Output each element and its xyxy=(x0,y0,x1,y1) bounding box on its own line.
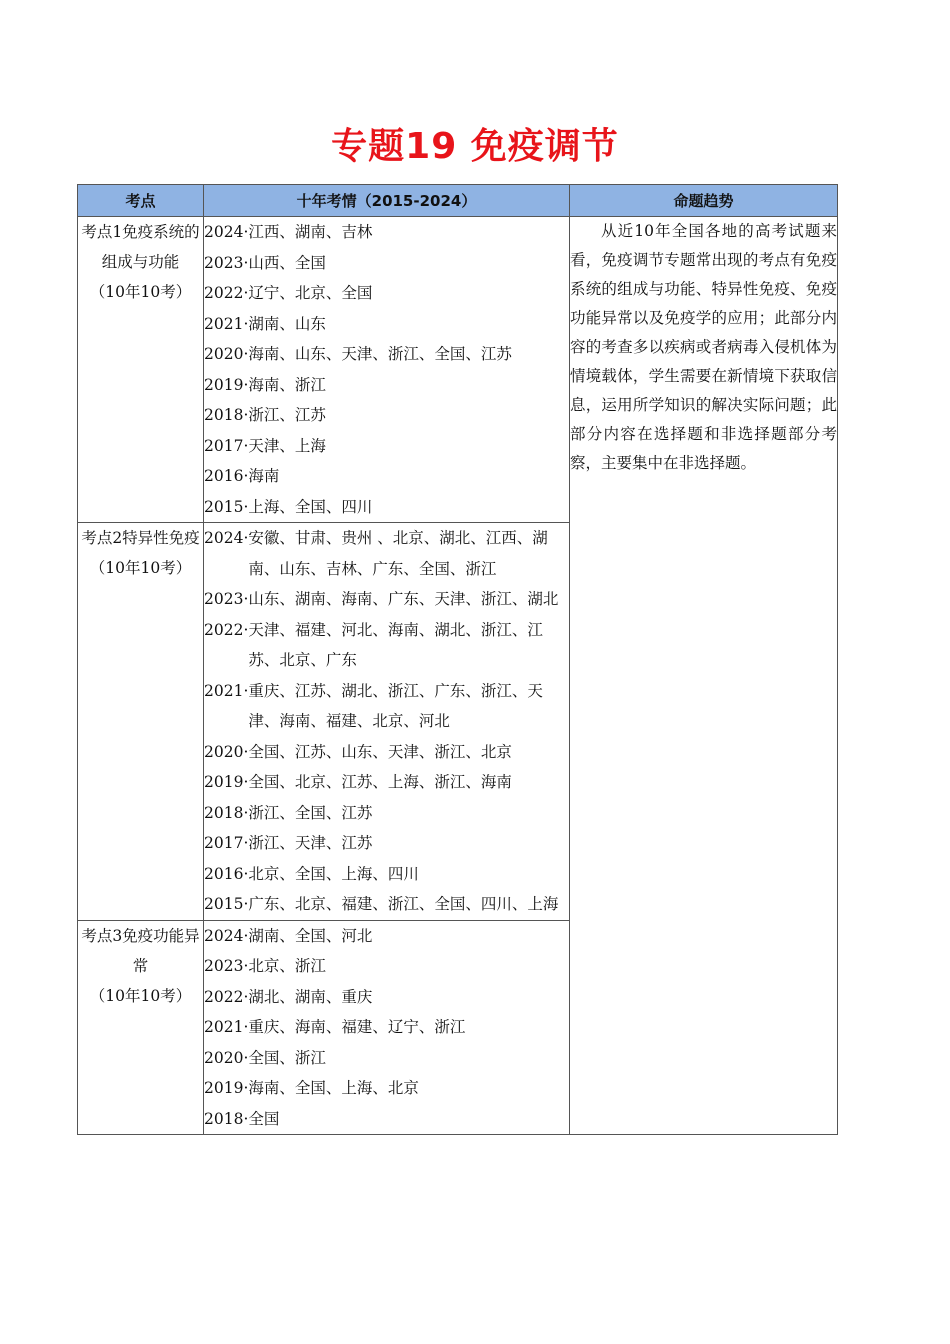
point-name: 考点3免疫功能异常 xyxy=(81,926,200,975)
year-line: 2019· 海南、浙江 xyxy=(204,375,326,394)
year-line: 2016· 海南 xyxy=(204,467,280,485)
year-line: 2023· 山西、全国 xyxy=(204,253,326,272)
years-cell xyxy=(204,217,570,523)
point-cell xyxy=(78,523,204,921)
year-line: 2018· 浙江、江苏 xyxy=(204,406,326,424)
years-cell xyxy=(204,523,570,921)
trend-cell xyxy=(570,217,838,1135)
year-line: 2021· 重庆、江苏、湖北、浙江、广东、浙江、天津、海南、福建、北京、河北 xyxy=(204,681,543,730)
year-line: 2017· 浙江、天津、江苏 xyxy=(204,834,373,852)
table-header-row xyxy=(78,185,838,217)
year-line: 2015· 上海、全国、四川 xyxy=(204,497,373,516)
year-line: 2020· 全国、浙江 xyxy=(204,1048,326,1067)
header-ten-years: 十年考情（2015-2024） xyxy=(204,185,570,217)
table-row xyxy=(78,217,838,523)
trend-text: 从近10年全国各地的高考试题来看，免疫调节专题常出现的考点有免疫系统的组成与功能、特异性免疫、免疫功能异常以及免疫学的应用；此部分内容的考查多以疾病或者病毒入侵机体为情境载体，学生需要在新情境下获取信息，运用所学知识的解决实际问题；此部分内容在选择题和非选择题部分考察，主要集中在非选择题。 xyxy=(570,222,837,472)
year-line: 2015· 广东、北京、福建、浙江、全国、四川、上海 xyxy=(204,895,559,913)
year-line: 2018· 浙江、全国、江苏 xyxy=(204,803,373,822)
point-name: 考点2特异性免疫 xyxy=(81,529,200,547)
year-line: 2021· 重庆、海南、福建、辽宁、浙江 xyxy=(204,1018,466,1036)
header-kaodian: 考点 xyxy=(78,185,204,217)
year-line: 2019· 全国、北京、江苏、上海、浙江、海南 xyxy=(204,773,512,791)
year-line: 2020· 全国、江苏、山东、天津、浙江、北京 xyxy=(204,742,512,761)
year-line: 2021· 湖南、山东 xyxy=(204,314,326,333)
year-line: 2019· 海南、全国、上海、北京 xyxy=(204,1079,419,1097)
point-count: （10年10考） xyxy=(89,986,192,1005)
year-line: 2022· 天津、福建、河北、海南、湖北、浙江、江苏、北京、广东 xyxy=(204,620,543,669)
exam-analysis-table xyxy=(77,184,838,1135)
point-count: （10年10考） xyxy=(89,559,192,577)
year-line: 2023· 北京、浙江 xyxy=(204,957,326,975)
year-line: 2022· 湖北、湖南、重庆 xyxy=(204,987,373,1006)
year-line: 2024· 湖南、全国、河北 xyxy=(204,926,373,945)
point-name: 考点1免疫系统的组成与功能 xyxy=(81,223,200,271)
year-line: 2024· 安徽、甘肃、贵州 、北京、湖北、江西、湖南、山东、吉林、广东、全国、浙江 xyxy=(204,529,548,578)
year-line: 2018· 全国 xyxy=(204,1109,280,1128)
point-count: （10年10考） xyxy=(89,283,192,301)
year-line: 2020· 海南、山东、天津、浙江、全国、江苏 xyxy=(204,345,512,363)
point-cell xyxy=(78,217,204,523)
years-cell xyxy=(204,920,570,1135)
header-trend: 命题趋势 xyxy=(570,185,838,217)
year-line: 2024· 江西、湖南、吉林 xyxy=(204,223,373,241)
point-cell xyxy=(78,920,204,1135)
year-line: 2017· 天津、上海 xyxy=(204,436,326,455)
page-title: 专题19 免疫调节 xyxy=(331,126,619,167)
year-line: 2023· 山东、湖南、海南、广东、天津、浙江、湖北 xyxy=(204,590,559,608)
year-line: 2016· 北京、全国、上海、四川 xyxy=(204,864,419,883)
year-line: 2022· 辽宁、北京、全国 xyxy=(204,284,373,302)
